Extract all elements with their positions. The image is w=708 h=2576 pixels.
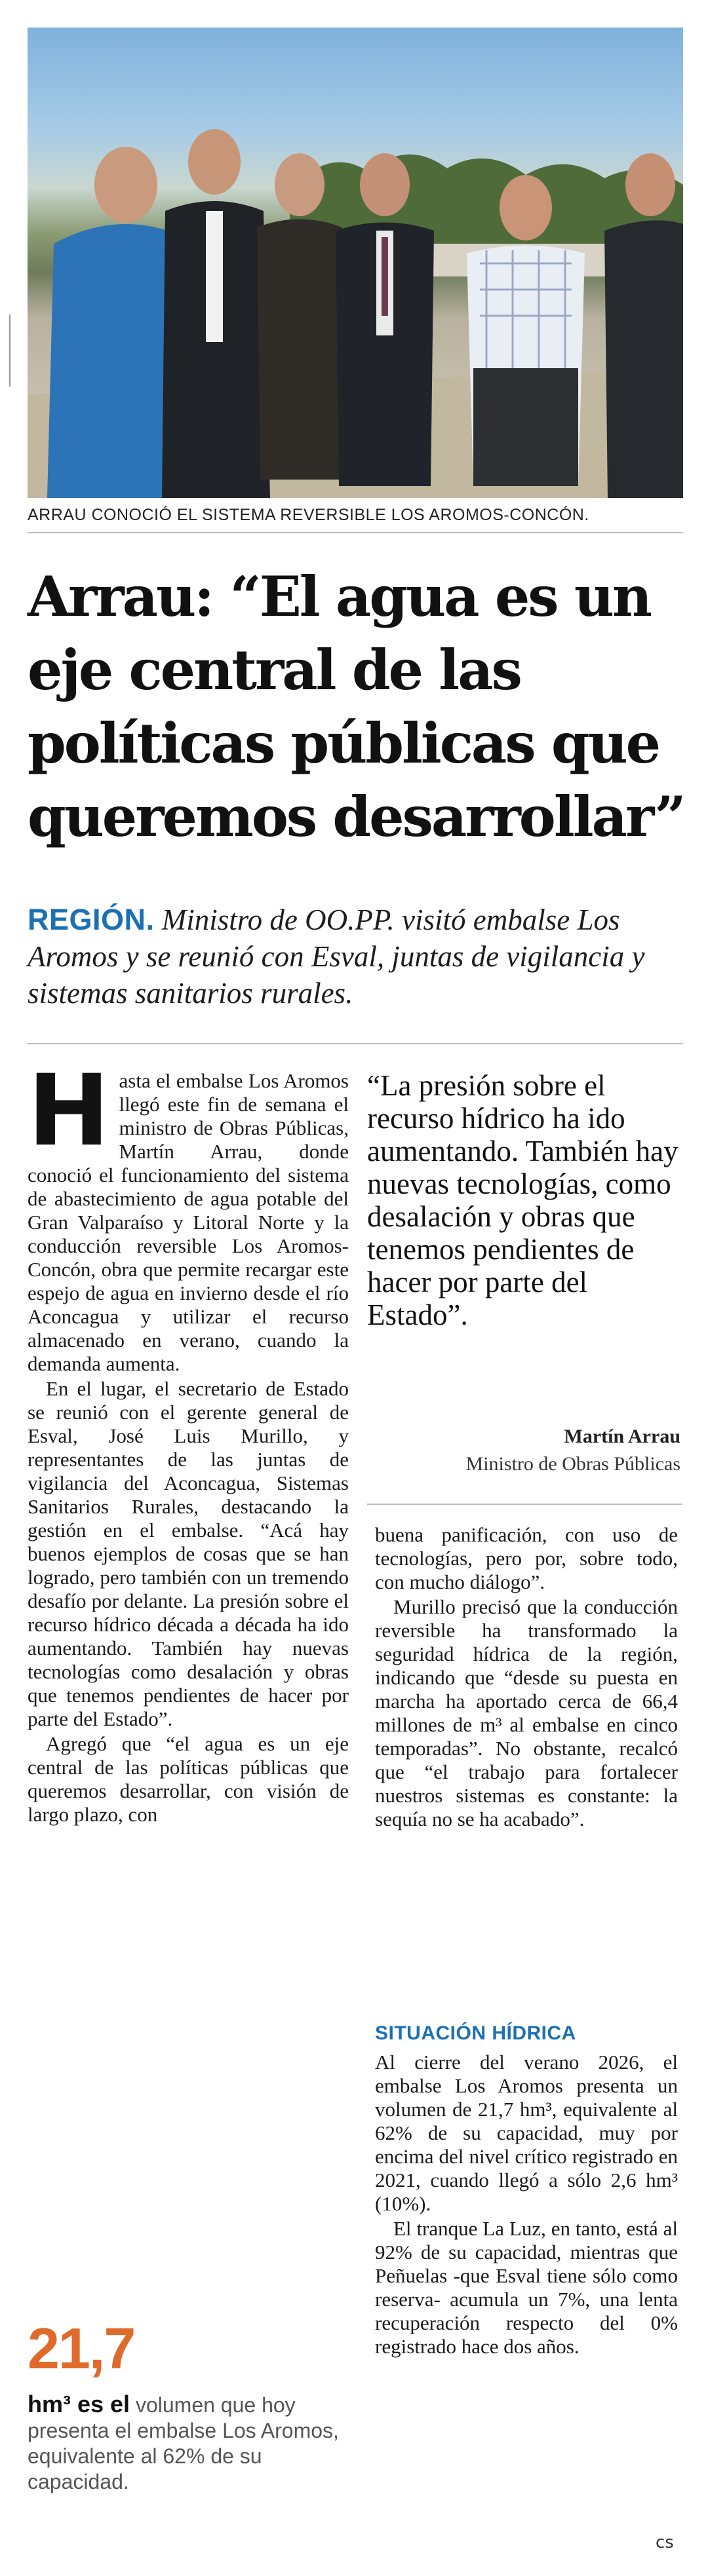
article-column-2 xyxy=(375,1523,678,1831)
deck-text: Ministro de OO.PP. visitó embalse Los Aromos y se reunió con Esval, juntas de vigilancia y sistemas sanitarios rurales. xyxy=(28,903,645,1010)
end-mark-icon: cs xyxy=(656,2533,674,2552)
deck xyxy=(28,901,690,1012)
quote-author-role: Ministro de Obras Públicas xyxy=(465,1453,680,1475)
article-paragraph: Murillo precisó que la conducción reversible ha transformado la seguridad hídrica de la región, indicando que “desde su puesta en marcha ha aportado cerca de 66,4 millones de m³ al embalse en cinco temporadas”. No obstante, recalcó que “el trabajo para fortalecer nuestros sistemas es constante: la sequía no se ha acabado”. xyxy=(375,1595,678,1830)
headline: Arrau: “El agua es un eje central de las políticas públicas que queremos desarrollar” xyxy=(28,564,684,849)
article-paragraph: Al cierre del verano 2026, el embalse Los Aromos presenta un volumen de 21,7 hm³, equivalente al 62% de su capacidad, muy por encima del nivel crítico registrado en 2021, cuando llegó a sólo 2,6 hm³ (10%). xyxy=(375,2051,678,2215)
deck-divider xyxy=(28,1043,683,1044)
caption-divider xyxy=(28,532,683,533)
stat-body: volumen que hoy presenta el embalse Los Aromos, equivalente al 62% de su capacidad. xyxy=(28,2393,339,2493)
quote-author: Martín Arrau xyxy=(564,1426,680,1447)
paragraph-text: asta el embalse Los Aromos llegó este fin de semana el ministro de Obras Públicas, Martín Arrau, donde conoció el funcionamiento del sistema de abastecimiento de agua potable del Gran Valparaíso y Litoral Norte y la conducción reversible Los Aromos-Concón, obra que permite recargar este espejo de agua en invierno desde el río Aconcagua y utilizar el recurso almacenado en verano, cuando la demanda aumenta. xyxy=(28,1069,349,1375)
article-column-1 xyxy=(28,1054,349,1827)
pull-quote: “La presión sobre el recurso hídrico ha ido aumentando. También hay nuevas tecnologías, como desalación y obras que tenemos pendientes de hacer por parte del Estado”. xyxy=(367,1069,678,1331)
article-paragraph: El tranque La Luz, en tanto, está al 92% de su capacidad, mientras que Peñuelas -que Esval tiene sólo como reserva- acumula un 7%, una lenta recuperación respecto del 0% registrado hace dos años. xyxy=(375,2217,678,2358)
stat-description xyxy=(28,2391,349,2495)
news-photo xyxy=(28,28,683,498)
article-paragraph xyxy=(28,1054,349,1376)
stat-lead: hm³ es el xyxy=(28,2391,130,2417)
article-paragraph: buena panificación, con uso de tecnologías, pero por, sobre todo, con mucho diálogo”. xyxy=(375,1523,678,1593)
article-paragraph: En el lugar, el secretario de Estado se reunió con el gerente general de Esval, José Luis Murillo, y representantes de las juntas de vigilancia del Aconcagua, Sistemas Sanitarios Rurales, destacando la gestión en el embalse. “Acá hay buenos ejemplos de cosas que se han logrado, pero también con un tremendo desafío por delante. La presión sobre el recurso hídrico década a década ha ido aumentando. También hay nuevas tecnologías como desalación y obras que tenemos pendientes de hacer por parte del Estado”. xyxy=(28,1377,349,1730)
article-paragraph: Agregó que “el agua es un eje central de las políticas públicas que queremos desarrollar, con visión de largo plazo, con xyxy=(28,1732,349,1826)
stat-number: 21,7 xyxy=(28,2316,135,2381)
quote-divider xyxy=(367,1504,682,1505)
page-edge-mark xyxy=(9,314,10,387)
deck-region-label: REGIÓN. xyxy=(28,903,155,936)
photo-illustration xyxy=(28,28,683,498)
photo-caption: ARRAU CONOCIÓ EL SISTEMA REVERSIBLE LOS AROMOS-CONCÓN. xyxy=(28,506,589,524)
article-column-2-continued xyxy=(375,2051,678,2358)
section-subhead: SITUACIÓN HÍDRICA xyxy=(375,2022,576,2044)
dropcap: H xyxy=(28,1054,110,1168)
